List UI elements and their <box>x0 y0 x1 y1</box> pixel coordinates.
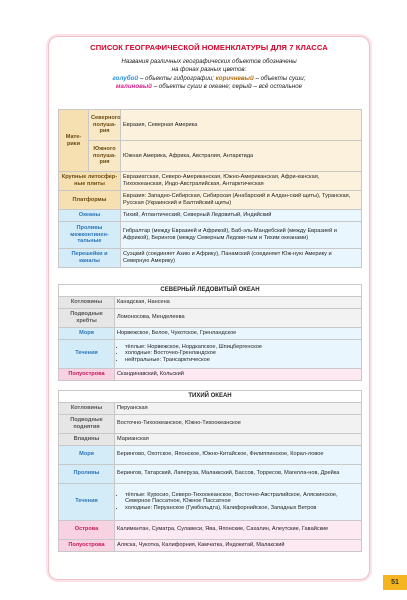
arctic-seas-label: Моря <box>59 327 115 339</box>
intro-legend <box>60 58 358 92</box>
pacific-uplifts-value: Восточно-Тихоокеанское, Южно-Тихоокеанское <box>115 414 362 433</box>
north-hemisphere-value: Евразия, Северная Америка <box>121 110 362 141</box>
list-item: • холодные: Восточно-Гренландское <box>125 350 359 357</box>
arctic-basins-value: Канадская, Нансена <box>115 296 362 308</box>
pacific-seas-value: Берингово, Охотское, Японское, Южно-Китайское, Филиппинское, Корал-ловое <box>115 445 362 464</box>
arctic-table <box>58 284 362 381</box>
table-row <box>59 222 362 249</box>
plates-value: Евразиатская, Северо-Американская, Южно-Американская, Афри-канская, Тихоокеанская, Индо-Австралийская, Антарктическая <box>121 172 362 191</box>
straits-value: Гибралтар (между Евразией и Африкой), Баб-эль-Мандебский (между Евразией и Африкой), Берингов (между Северным Ледови-тым и Тихим океанами) <box>121 222 362 249</box>
table-row <box>59 539 362 551</box>
table-row <box>59 191 362 210</box>
pacific-basins-label: Котловины <box>59 402 115 414</box>
intro-line-4 <box>60 83 358 91</box>
pacific-currents-label: Течения <box>59 483 115 520</box>
legend-blue-text: – объекты гидрографии; <box>138 74 216 82</box>
plates-label: Крупные литосфер-ные плиты <box>59 172 121 191</box>
table-row <box>59 433 362 445</box>
list-item: • тёплые: Норвежское, Нордкапское, Шпицбергенское <box>125 344 359 351</box>
legend-gray-text: – всё остальное <box>251 83 303 91</box>
legend-pink-text: – объекты суши в океане; <box>151 83 233 91</box>
intro-line-2: на фонах разных цветов: <box>171 66 247 74</box>
table-row <box>59 210 362 222</box>
table-row <box>59 141 362 172</box>
pacific-seas-label: Моря <box>59 445 115 464</box>
legend-brown-text: – объекты суши; <box>253 74 306 82</box>
page-title: СПИСОК ГЕОГРАФИЧЕСКОЙ НОМЕНКЛАТУРЫ ДЛЯ 7 КЛАССА <box>90 43 328 52</box>
table-row <box>59 445 362 464</box>
table-row <box>59 285 362 297</box>
list-item: • тёплые: Куросио, Северо-Тихоокеанское, Восточно-Австралийское, Аляскинское, Северное Пассатное, Южное Пассатное <box>125 492 359 506</box>
isthmus-label: Перешейки и каналы <box>59 249 121 268</box>
straits-label: Проливы межконтинен-тальные <box>59 222 121 249</box>
table-row <box>59 172 362 191</box>
pacific-uplifts-label: Подводные поднятия <box>59 414 115 433</box>
legend-pink: малиновый <box>115 83 152 91</box>
table-row <box>59 391 362 403</box>
pacific-basins-value: Перуанская <box>115 402 362 414</box>
pacific-peninsulas-value: Аляска, Чукотка, Калифорния, Камчатка, Индокитай, Малакский <box>115 539 362 551</box>
platforms-label: Платформы <box>59 191 121 210</box>
list-item: • нейтральные: Трансарктическое <box>125 357 359 364</box>
arctic-currents-list <box>117 344 359 364</box>
table-row <box>59 520 362 539</box>
south-hemisphere-value: Южная Америка, Африка, Австралия, Антарктида <box>121 141 362 172</box>
intro-line-1: Названия различных географических объектов обозначены <box>121 58 297 65</box>
oceans-label: Океаны <box>59 210 121 222</box>
general-table <box>58 109 362 268</box>
pacific-straits-value: Берингов, Татарский, Лаперуза, Малаккский, Бассов, Торресов, Магелла-нов, Дрейка <box>115 464 362 483</box>
arctic-currents-label: Течения <box>59 339 115 368</box>
pacific-currents-value <box>115 483 362 520</box>
pacific-peninsulas-label: Полуострова <box>59 539 115 551</box>
legend-blue: голубой <box>112 74 139 82</box>
continents-label: Мате- рики <box>59 110 89 172</box>
table-row <box>59 368 362 380</box>
table-row <box>59 483 362 520</box>
pacific-islands-value: Калимантан, Суматра, Сулавеси, Ява, Японские, Сахалин, Алеутские, Гавайские <box>115 520 362 539</box>
page-number: 51 <box>383 575 407 590</box>
arctic-peninsulas-label: Полуострова <box>59 368 115 380</box>
table-row <box>59 339 362 368</box>
arctic-currents-value <box>115 339 362 368</box>
table-row <box>59 464 362 483</box>
list-item: • холодные: Перуанское (Гумбольдта), Калифорнийское, Западных Ветров <box>125 505 359 512</box>
table-row <box>59 414 362 433</box>
pacific-currents-list <box>117 492 359 512</box>
pacific-header: ТИХИЙ ОКЕАН <box>59 391 362 403</box>
legend-brown: коричневый <box>215 74 254 82</box>
south-hemisphere-label: Южного полуша- рия <box>89 141 121 172</box>
arctic-seas-value: Норвежское, Белое, Чукотское, Гренландское <box>115 327 362 339</box>
table-row <box>59 327 362 339</box>
pacific-islands-label: Острова <box>59 520 115 539</box>
platforms-value: Евразия: Западно-Сибирская, Сибирская (Анабарский и Алдан-ский щиты), Туранская, Русская (Украинский и Балтийский щиты) <box>121 191 362 210</box>
pacific-straits-label: Проливы <box>59 464 115 483</box>
table-row <box>59 110 362 141</box>
table-row <box>59 402 362 414</box>
arctic-ridges-value: Ломоносова, Менделеева <box>115 308 362 327</box>
isthmus-value: Суэцкий (соединяет Азию и Африку), Панамский (соединяет Юж-ную Америку и Северную Америку) <box>121 249 362 268</box>
intro-line-3 <box>60 75 358 83</box>
table-row <box>59 296 362 308</box>
arctic-header: СЕВЕРНЫЙ ЛЕДОВИТЫЙ ОКЕАН <box>59 285 362 297</box>
legend-gray: серый <box>232 83 252 91</box>
table-row <box>59 308 362 327</box>
pacific-table <box>58 390 362 552</box>
arctic-ridges-label: Подводные хребты <box>59 308 115 327</box>
table-row <box>59 249 362 268</box>
north-hemisphere-label: Северного полуша- рия <box>89 110 121 141</box>
arctic-peninsulas-value: Скандинавский, Кольский <box>115 368 362 380</box>
pacific-trenches-label: Впадины <box>59 433 115 445</box>
pacific-trenches-value: Марианская <box>115 433 362 445</box>
oceans-value: Тихий, Атлантический, Северный Ледовитый, Индийский <box>121 210 362 222</box>
arctic-basins-label: Котловины <box>59 296 115 308</box>
